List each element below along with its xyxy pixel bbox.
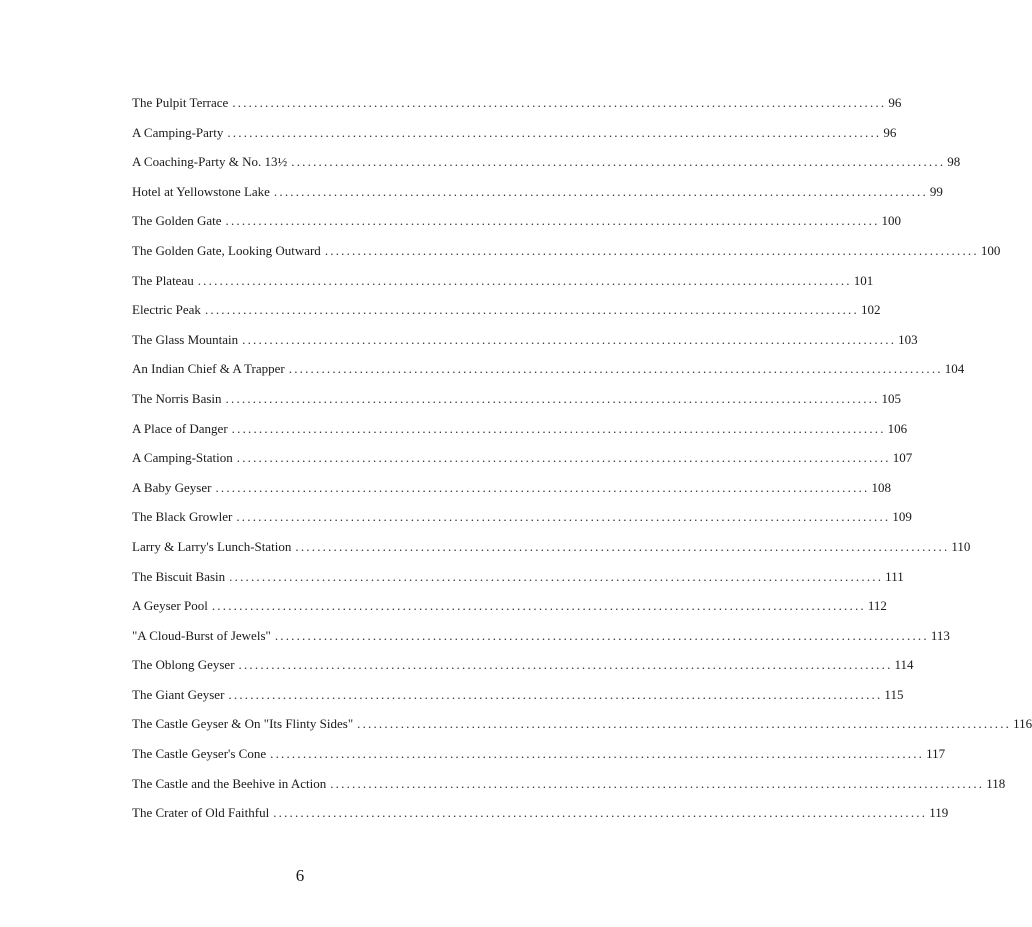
dot-leader: ........................................................................................................................ [231,420,886,436]
dot-leader: ........................................................................................................................ [228,686,883,702]
toc-entry-page-number: 101 [853,272,874,288]
dot-leader: ........................................................................................................................ [236,450,891,466]
toc-entry-title: Electric Peak [132,302,201,318]
toc-entry-title: A Coaching-Party & No. 13½ [132,154,288,170]
dot-leader: ........................................................................................................................ [295,538,950,554]
toc-entry-title: The Norris Basin [132,390,222,406]
toc-entry-page-number: 107 [892,450,913,466]
dot-leader: ........................................................................................................................ [330,775,985,791]
toc-entry [132,709,1032,739]
dot-leader: ........................................................................................................................ [273,805,928,821]
toc-entry [132,680,904,710]
dot-leader: ........................................................................................................................ [227,124,882,140]
toc-entry-page-number: 111 [885,568,904,584]
toc-entry [132,354,965,384]
toc-entry-title: The Pulpit Terrace [132,95,229,110]
toc-entry-title: An Indian Chief & A Trapper [132,361,285,377]
toc-entry-page-number: 98 [947,154,961,170]
toc-entry [132,591,887,621]
toc-entry-page-number: 112 [867,598,887,614]
toc-entry-page-number: 105 [881,390,902,406]
toc-entry-title: The Golden Gate [132,213,222,229]
dot-leader: ........................................................................................................................ [232,95,887,110]
toc-entry [132,206,902,236]
toc-entry-page-number: 117 [926,746,946,762]
dot-leader: ........................................................................................................................ [274,627,929,643]
table-of-contents [132,88,1032,828]
toc-entry-title: The Oblong Geyser [132,657,235,673]
toc-entry-page-number: 115 [884,686,904,702]
dot-leader: ........................................................................................................................ [204,302,859,318]
toc-entry [132,769,1006,799]
toc-entry-page-number: 103 [898,331,918,347]
toc-entry-title: A Baby Geyser [132,479,212,495]
dot-leader: ........................................................................................................................ [288,361,943,377]
toc-entry [132,798,949,828]
dot-leader: ........................................................................................................................ [211,598,866,614]
toc-entry-title: "A Cloud-Burst of Jewels" [132,627,271,643]
toc-entry-title: The Plateau [132,272,194,288]
toc-entry [132,236,1001,266]
toc-entry-title: A Geyser Pool [132,598,208,614]
toc-entry [132,325,918,355]
toc-entry [132,118,897,148]
page-number: 6 [295,866,305,885]
toc-entry-title: A Camping-Station [132,450,233,466]
toc-entry [132,532,971,562]
toc-entry-title: The Castle Geyser & On "Its Flinty Sides" [132,716,354,732]
toc-entry-page-number: 96 [883,124,897,140]
dot-leader: ........................................................................................................................ [291,154,946,170]
toc-entry-page-number: 96 [888,95,902,110]
dot-leader: ........................................................................................................................ [242,331,897,347]
toc-entry-title: The Castle and the Beehive in Action [132,775,327,791]
toc-entry-page-number: 100 [980,242,1001,258]
toc-entry-page-number: 110 [951,538,971,554]
dot-leader: ........................................................................................................................ [225,390,880,406]
dot-leader: ........................................................................................................................ [197,272,852,288]
toc-entry-title: The Crater of Old Faithful [132,805,270,821]
toc-entry [132,473,891,503]
dot-leader: ........................................................................................................................ [229,568,884,584]
toc-entry-title: A Camping-Party [132,124,224,140]
toc-entry-title: The Golden Gate, Looking Outward [132,242,321,258]
toc-entry [132,88,902,118]
toc-entry [132,295,881,325]
toc-entry-title: The Giant Geyser [132,686,225,702]
toc-entry-title: A Place of Danger [132,420,228,436]
toc-entry-page-number: 118 [986,775,1006,791]
toc-entry [132,266,874,296]
toc-entry-page-number: 114 [894,657,914,673]
toc-entry [132,502,912,532]
toc-entry-title: The Glass Mountain [132,331,239,347]
toc-entry-page-number: 106 [887,420,908,436]
toc-entry [132,414,908,444]
toc-entry [132,443,913,473]
dot-leader: ........................................................................................................................ [215,479,870,495]
toc-entry-page-number: 109 [892,509,912,525]
toc-entry [132,147,961,177]
toc-entry [132,177,943,207]
dot-leader: ........................................................................................................................ [324,242,979,258]
toc-entry [132,384,902,414]
toc-entry-page-number: 99 [929,183,943,199]
toc-entry-title: The Black Growler [132,509,233,525]
toc-entry-page-number: 104 [944,361,965,377]
dot-leader: ........................................................................................................................ [270,746,925,762]
dot-leader: ........................................................................................................................ [357,716,1012,732]
toc-entry [132,650,914,680]
dot-leader: ........................................................................................................................ [273,183,928,199]
toc-entry [132,621,950,651]
toc-entry-page-number: 108 [871,479,891,495]
toc-entry [132,739,946,769]
toc-entry [132,562,904,592]
toc-entry-page-number: 100 [881,213,902,229]
toc-entry-title: The Castle Geyser's Cone [132,746,267,762]
toc-entry-title: Hotel at Yellowstone Lake [132,183,270,199]
toc-entry-page-number: 102 [860,302,881,318]
dot-leader: ........................................................................................................................ [236,509,891,525]
toc-entry-page-number: 116 [1013,716,1032,732]
dot-leader: ........................................................................................................................ [238,657,893,673]
toc-entry-page-number: 119 [929,805,949,821]
dot-leader: ........................................................................................................................ [225,213,880,229]
toc-entry-title: The Biscuit Basin [132,568,226,584]
toc-entry-title: Larry & Larry's Lunch-Station [132,538,292,554]
toc-entry-page-number: 113 [930,627,950,643]
